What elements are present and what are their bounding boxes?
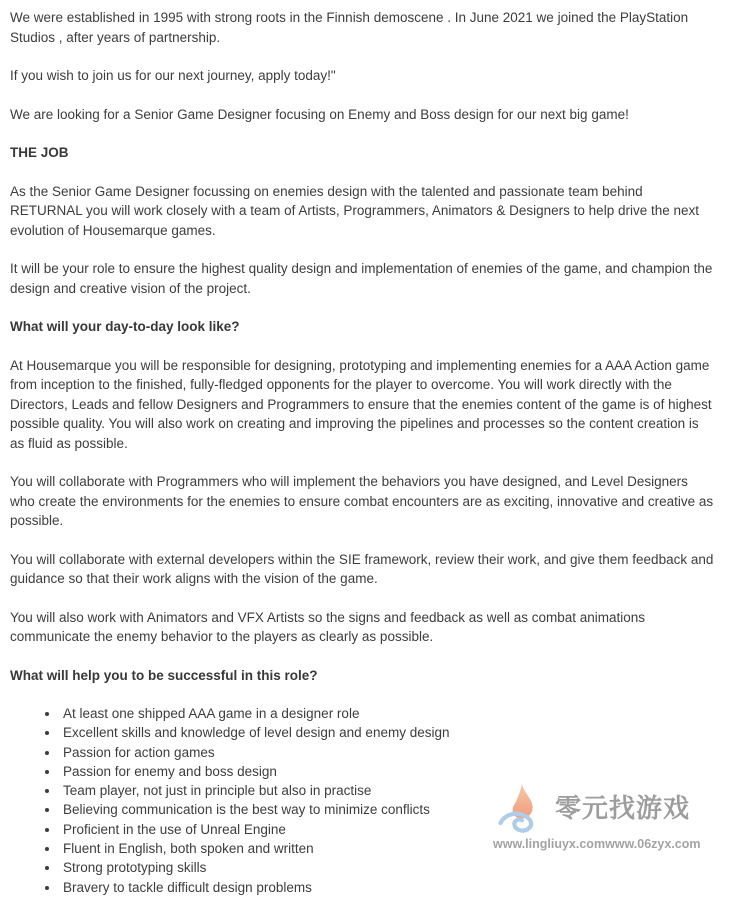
requirement-item: • Passion for action games (60, 743, 715, 762)
watermark (493, 781, 701, 855)
intro-paragraph-apply: If you wish to join us for our next journey, apply today!" (10, 68, 336, 83)
paragraph-collaborate-programmers: You will collaborate with Programmers who will implement the behaviors you have designed, and Level Designers who create the environments for the enemies to ensure combat encounters are as exciting, innovative and creative as possible. (10, 474, 714, 528)
section-heading-the-job: THE JOB (10, 145, 69, 160)
watermark-url-06zyx: www.06zyx.com (605, 836, 701, 851)
flame-swirl-logo-icon (493, 781, 549, 837)
intro-paragraph-established: We were established in 1995 with strong roots in the Finnish demoscene . In June 2021 we joined the PlayStation Studios , after years of partnership. (10, 10, 689, 45)
requirement-item: • Strong prototyping skills (60, 858, 715, 877)
watermark-url-lingliuyx: www.lingliuyx.com (493, 836, 606, 851)
requirement-item: • Excellent skills and knowledge of level design and enemy design (60, 723, 715, 742)
paragraph-collaborate-external: You will collaborate with external developers within the SIE framework, review their work, and give them feedback and guidance so that their work aligns with the vision of the game. (10, 551, 714, 586)
requirement-item: • Proficient in the use of Unreal Engine (60, 820, 715, 839)
paragraph-collaborate-animators: You will also work with Animators and VFX Artists so the signs and feedback as well as combat animations communicate the enemy behavior to the players as clearly as possible. (10, 609, 646, 644)
watermark-brand-text: 零元找游戏 (555, 792, 691, 823)
requirement-item: • Fluent in English, both spoken and written (60, 839, 715, 858)
requirement-item: • At least one shipped AAA game in a designer role (60, 704, 715, 723)
section-heading-day-to-day: What will your day-to-day look like? (10, 319, 240, 334)
paragraph-role-overview: As the Senior Game Designer focussing on enemies design with the talented and passionate team behind RETURNAL you will work closely with a team of Artists, Programmers, Animators & Designers to help drive the next evolution of Housemarque games. (10, 183, 699, 238)
requirement-item: • Team player, not just in principle but also in practise (60, 781, 715, 800)
section-heading-success: What will help you to be successful in this role? (10, 667, 318, 683)
paragraph-role-quality: It will be your role to ensure the highest quality design and implementation of enemies of the game, and champion the design and creative vision of the project. (10, 261, 713, 296)
paragraph-responsibilities: At Housemarque you will be responsible for designing, prototyping and implementing enemies for a AAA Action game from inception to the finished, fully-fledged opponents for the player to overcome. You will work directly with the Directors, Leads and fellow Designers and Programmers to ensure that the enemies content of the game is of highest possible quality. You will also work on creating and improving the pipelines and processes so the content creation is as fluid as possible. (10, 357, 712, 451)
requirement-item: • Passion for enemy and boss design (60, 762, 715, 781)
requirement-item: • Believing communication is the best way to minimize conflicts (60, 800, 715, 819)
requirement-item: • Bravery to tackle difficult design problems (60, 878, 715, 897)
intro-paragraph-looking-for: We are looking for a Senior Game Designer focusing on Enemy and Boss design for our next big game! (10, 106, 629, 122)
